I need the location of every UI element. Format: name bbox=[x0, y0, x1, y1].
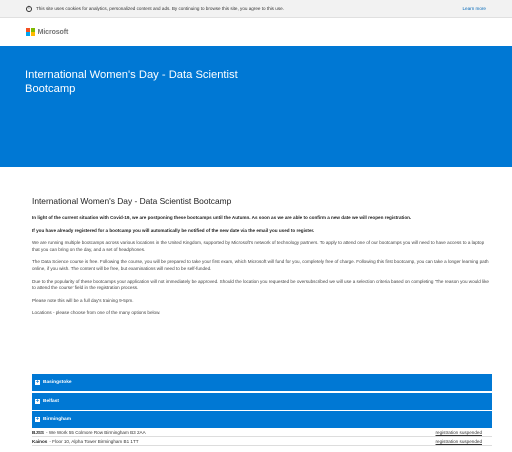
location-partner-name: Kainos bbox=[32, 438, 48, 444]
plus-icon: + bbox=[35, 397, 40, 404]
main-content bbox=[32, 196, 492, 323]
location-address: - Floor 10, Alpha Tower Birmingham B1 1TT bbox=[49, 438, 139, 444]
brand-wordmark[interactable]: Microsoft bbox=[37, 28, 69, 36]
selection-paragraph: Due to the popularity of these bootcamps your application will not immediately be approved. Should the location you requested be oversubscribed we will use a selection criteria based on completing 'The reason you would like to attend the course' field in the registration process. bbox=[32, 278, 489, 291]
cookie-banner bbox=[0, 0, 512, 18]
plus-icon: + bbox=[35, 416, 40, 422]
registration-status-link[interactable]: registration suspended bbox=[435, 438, 482, 444]
registration-notice: If you have already registered for a bootcamp you will automatically be notified of the new date via the email you used to register. bbox=[32, 227, 315, 233]
accordion-item-label: Basingstoke bbox=[43, 380, 72, 385]
hero-title: International Women's Day - Data Scientist Bootcamp bbox=[25, 69, 238, 95]
accordion-item-label: Birmingham bbox=[43, 417, 71, 422]
plus-icon: + bbox=[35, 379, 40, 385]
birmingham-location-list bbox=[32, 428, 492, 446]
list-item bbox=[32, 428, 492, 437]
site-header bbox=[0, 18, 512, 46]
list-item bbox=[32, 437, 492, 446]
accordion-item-basingstoke[interactable] bbox=[32, 374, 492, 391]
location-partner-name: BJSS bbox=[32, 429, 45, 435]
course-paragraph: The Data Science course is free. Following the course, you will be prepared to take your first exam, which Microsoft will fund for you, completely free of charge. Following this first bootcamp, you can take a longer learning path online, if you wish. The content will be free, but examinations will need to be self-funded. bbox=[32, 259, 489, 271]
accordion-item-label: Belfast bbox=[43, 398, 59, 404]
learn-more-link[interactable]: Learn more bbox=[462, 6, 486, 11]
location-address: - We Work 55 Colmore Row Birmingham B3 2AA bbox=[46, 429, 146, 435]
accordion-item-belfast[interactable] bbox=[32, 393, 492, 410]
locations-intro: Locations - please choose from one of the many options below. bbox=[32, 310, 161, 316]
intro-paragraph: We are running multiple bootcamps across various locations in the United Kingdom, supported by Microsoft's network of technology partners. To apply to attend one of our bootcamps you will need to have access to a laptop that you can bring on the day, and a set of headphones. bbox=[32, 240, 485, 252]
hero-banner bbox=[0, 46, 512, 167]
page-title: International Women's Day - Data Scientist Bootcamp bbox=[32, 196, 232, 206]
info-icon: i bbox=[26, 6, 32, 12]
registration-status-link[interactable]: registration suspended bbox=[435, 429, 482, 435]
covid-notice: In light of the current situation with Covid-19, we are postponing these bootcamps until the Autumn. As soon as we are able to confirm a new date we will reopen registration. bbox=[32, 215, 412, 220]
cookie-banner-text: This site uses cookies for analytics, personalized content and ads. By continuing to browse this site, you agree to this use. bbox=[36, 6, 284, 11]
locations-accordion bbox=[32, 374, 492, 430]
accordion-item-birmingham[interactable] bbox=[32, 411, 492, 428]
microsoft-logo-icon[interactable] bbox=[26, 28, 35, 37]
schedule-paragraph: Please note this will be a full day's training 9-5pm. bbox=[32, 297, 134, 303]
